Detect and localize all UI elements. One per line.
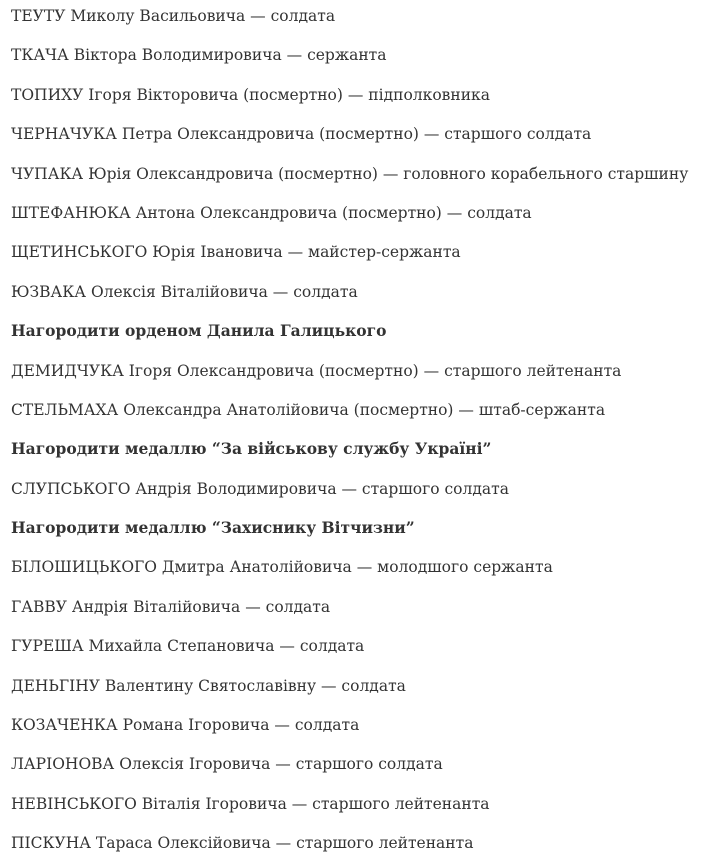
award-recipient-line: ТКАЧА Віктора Володимировича — сержанта	[11, 46, 387, 65]
award-recipient-line: ПІСКУНА Тараса Олексійовича — старшого лейтенанта	[11, 834, 474, 853]
award-recipient-line: ГУРЕША Михайла Степановича — солдата	[11, 637, 365, 656]
award-recipient-line: ЛАРІОНОВА Олексія Ігоровича — старшого солдата	[11, 755, 443, 774]
award-recipient-line: СЛУПСЬКОГО Андрія Володимировича — старшого солдата	[11, 479, 509, 498]
award-recipient-line: ДЕНЬГІНУ Валентину Святославівну — солдата	[11, 676, 406, 695]
award-recipient-line: ШТЕФАНЮКА Антона Олександровича (посмертно) — солдата	[11, 203, 532, 222]
award-recipient-line: ДЕМИДЧУКА Ігоря Олександровича (посмертно) — старшого лейтенанта	[11, 361, 622, 380]
award-recipient-line: ГАВВУ Андрія Віталійовича — солдата	[11, 597, 331, 616]
award-recipient-line: БІЛОШИЦЬКОГО Дмитра Анатолійовича — молодшого сержанта	[11, 558, 553, 577]
award-recipient-line: ТОПИХУ Ігоря Вікторовича (посмертно) — підполковника	[11, 85, 490, 104]
award-recipient-line: ЧЕРНАЧУКА Петра Олександровича (посмертно) — старшого солдата	[11, 125, 592, 144]
award-recipient-line: ЮЗВАКА Олексія Віталійовича — солдата	[11, 282, 358, 301]
award-recipient-line: КОЗАЧЕНКА Романа Ігоровича — солдата	[11, 716, 360, 735]
award-section-heading: Нагородити медаллю “За військову службу Україні”	[11, 439, 492, 459]
award-recipient-line: ЧУПАКА Юрія Олександровича (посмертно) — головного корабельного старшину	[11, 164, 689, 183]
award-decree-text	[11, 0, 716, 867]
award-recipient-line: НЕВІНСЬКОГО Віталія Ігоровича — старшого лейтенанта	[11, 794, 490, 813]
award-recipient-line: ТЕУТУ Миколу Васильовича — солдата	[11, 7, 336, 25]
award-section-heading: Нагородити медаллю “Захиснику Вітчизни”	[11, 518, 415, 538]
award-section-heading: Нагородити орденом Данила Галицького	[11, 321, 387, 341]
award-recipient-line: ЩЕТИНСЬКОГО Юрія Івановича — майстер-сержанта	[11, 243, 461, 262]
award-recipient-line: СТЕЛЬМАХА Олександра Анатолійовича (посмертно) — штаб-сержанта	[11, 400, 606, 419]
